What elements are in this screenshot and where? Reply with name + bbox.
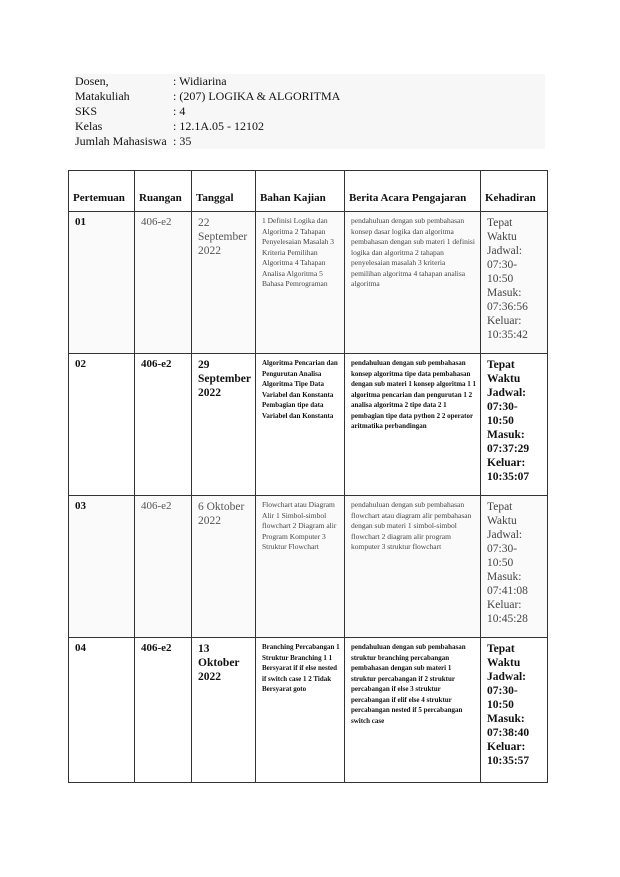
- pertemuan-cell: 01: [69, 212, 135, 354]
- kehadiran-cell: Tepat Waktu Jadwal: 07:30- 10:50 Masuk: 07:36:56 Keluar: 10:35:42: [481, 212, 548, 354]
- col-header-tanggal: Tanggal: [192, 171, 256, 212]
- dosen-row: [75, 74, 545, 89]
- dosen-value: : Widiarina: [173, 74, 227, 88]
- table-header-row: [69, 171, 548, 212]
- jumlah-row: [75, 134, 545, 149]
- matakuliah-value: : (207) LOGIKA & ALGORITMA: [173, 89, 341, 103]
- ruangan-cell: 406-e2: [135, 354, 192, 496]
- bahan-kajian-cell: Algoritma Pencarian dan Pengurutan Analisa Algoritma Tipe Data Variabel dan Konstanta Pembagian tipe data Variabel dan Konstanta: [256, 354, 345, 496]
- kehadiran-cell: Tepat Waktu Jadwal: 07:30- 10:50 Masuk: 07:38:40 Keluar: 10:35:57: [481, 638, 548, 783]
- col-header-kehadiran: Kehadiran: [481, 171, 548, 212]
- kelas-label: Kelas: [75, 119, 103, 133]
- kehadiran-cell: Tepat Waktu Jadwal: 07:30- 10:50 Masuk: 07:41:08 Keluar: 10:45:28: [481, 496, 548, 638]
- sks-row: [75, 104, 545, 119]
- kelas-value: : 12.1A.05 - 12102: [173, 119, 264, 133]
- berita-acara-cell: pendahuluan dengan sub pembahasan konsep dasar logika dan algoritma pembahasan dengan sub materi 1 definisi logika dan algoritma 2 tahapan penyelesaian masalah 3 kriteria pemilihan algoritma 4 tahapan analisa algoritma: [345, 212, 481, 354]
- pertemuan-cell: 03: [69, 496, 135, 638]
- tanggal-cell: 22 September 2022: [192, 212, 256, 354]
- kehadiran-cell: Tepat Waktu Jadwal: 07:30- 10:50 Masuk: 07:37:29 Keluar: 10:35:07: [481, 354, 548, 496]
- ruangan-cell: 406-e2: [135, 212, 192, 354]
- sks-value: : 4: [173, 104, 186, 118]
- tanggal-cell: 6 Oktober 2022: [192, 496, 256, 638]
- dosen-label: Dosen,: [75, 74, 109, 88]
- col-header-pertemuan: Pertemuan: [69, 171, 135, 212]
- jumlah-value: : 35: [173, 134, 192, 148]
- bahan-kajian-cell: Branching Percabangan 1 Struktur Branching 1 1 Bersyarat if if else nested if switch case 1 2 Tidak Bersyarat goto: [256, 638, 345, 783]
- table-row: [69, 496, 548, 638]
- berita-acara-cell: pendahuluan dengan sub pembahasan flowchart atau diagram alir pembahasan dengan sub materi 1 simbol-simbol flowchart 2 diagram alir program komputer 3 struktur flowchart: [345, 496, 481, 638]
- table-row: [69, 212, 548, 354]
- bahan-kajian-cell: 1 Definisi Logika dan Algoritma 2 Tahapan Penyelesaian Masalah 3 Kriteria Pemilihan Algoritma 4 Tahapan Analisa Algoritma 5 Bahasa Pemrograman: [256, 212, 345, 354]
- pertemuan-cell: 04: [69, 638, 135, 783]
- jumlah-label: Jumlah Mahasiswa: [75, 134, 167, 148]
- tanggal-cell: 29 September 2022: [192, 354, 256, 496]
- ruangan-cell: 406-e2: [135, 638, 192, 783]
- matakuliah-row: [75, 89, 545, 104]
- tanggal-cell: 13 Oktober 2022: [192, 638, 256, 783]
- meeting-table: [68, 170, 548, 783]
- sks-label: SKS: [75, 104, 98, 118]
- pertemuan-cell: 02: [69, 354, 135, 496]
- ruangan-cell: 406-e2: [135, 496, 192, 638]
- berita-acara-cell: pendahuluan dengan sub pembahasan konsep algoritma tipe data pembahasan dengan sub materi 1 konsep algoritma 1 1 algoritma pencarian dan pengurutan 1 2 analisa algoritma 2 tipe data 2 1 pembagian tipe data python 2 2 operator aritmatika perbandingan: [345, 354, 481, 496]
- table-row: [69, 354, 548, 496]
- col-header-ruangan: Ruangan: [135, 171, 192, 212]
- berita-acara-cell: pendahuluan dengan sub pembahasan struktur branching percabangan pembahasan dengan sub materi 1 struktur percabangan if 2 struktur percabangan if else 3 struktur percabangan if elif else 4 struktur percabangan nested if 5 percabangan switch case: [345, 638, 481, 783]
- matakuliah-label: Matakuliah: [75, 89, 130, 103]
- col-header-berita-acara: Berita Acara Pengajaran: [345, 171, 481, 212]
- col-header-bahan-kajian: Bahan Kajian: [256, 171, 345, 212]
- table-row: [69, 638, 548, 783]
- course-info: [75, 74, 545, 149]
- bahan-kajian-cell: Flowchart atau Diagram Alir 1 Simbol-simbol flowchart 2 Diagram alir Program Komputer 3 Struktur Flowchart: [256, 496, 345, 638]
- kelas-row: [75, 119, 545, 134]
